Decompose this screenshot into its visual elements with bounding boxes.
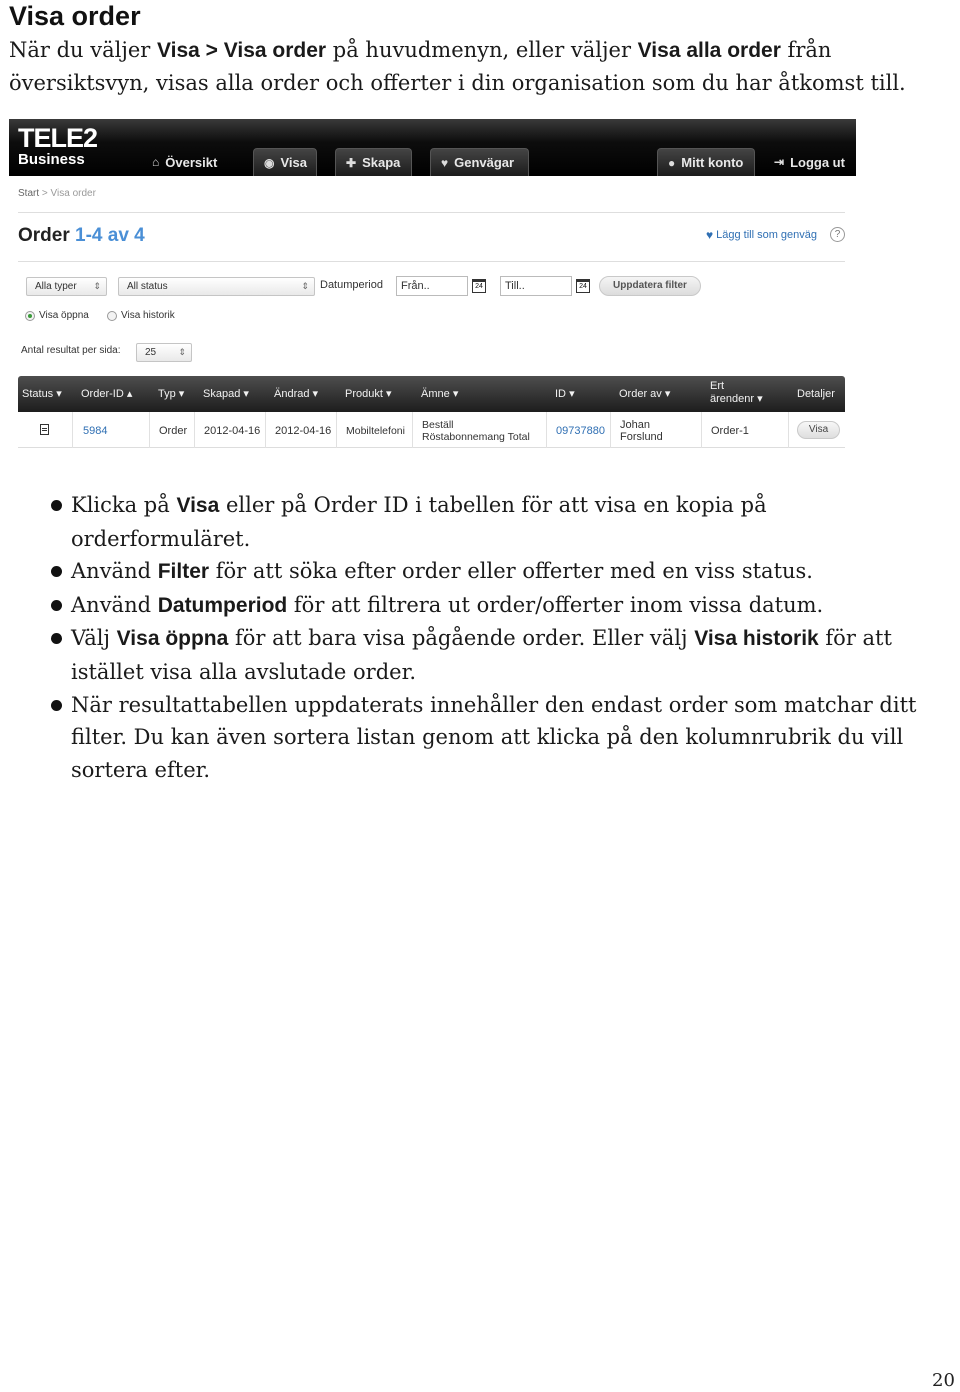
instruction-list bbox=[47, 489, 927, 786]
column-divider bbox=[412, 412, 413, 448]
list-text: Klicka på bbox=[71, 493, 177, 517]
table-header bbox=[18, 376, 845, 412]
sort-down-icon: ▾ bbox=[452, 388, 459, 400]
document-status-icon bbox=[40, 424, 49, 435]
cell-ert-arendenr: Order-1 bbox=[711, 425, 749, 437]
cell-order-av-line: Forslund bbox=[620, 431, 663, 443]
list-keyword: Filter bbox=[157, 560, 210, 584]
list-text: för att söka efter order eller offerter med en viss status. bbox=[209, 559, 813, 584]
list-text: för att filtrera ut order/offerter inom vissa datum. bbox=[287, 592, 824, 617]
divider bbox=[18, 261, 845, 262]
cell-skapad: 2012-04-16 bbox=[204, 425, 261, 437]
nav-logga-ut-label: Logga ut bbox=[790, 154, 845, 170]
column-divider bbox=[72, 412, 73, 448]
result-range: 1-4 av 4 bbox=[75, 225, 145, 246]
sort-down-icon: ▾ bbox=[243, 388, 249, 400]
heart-icon: ♥ bbox=[706, 228, 714, 242]
sort-down-icon: ▾ bbox=[385, 388, 392, 400]
list-item bbox=[47, 489, 927, 555]
radio-selected-icon bbox=[25, 311, 35, 321]
list-text: Använd bbox=[71, 592, 158, 617]
column-header-label: Produkt bbox=[345, 388, 383, 400]
list-item bbox=[47, 589, 927, 623]
list-text: eller på Order ID i tabellen för att visa en kopia på orderformuläret. bbox=[71, 493, 767, 551]
per-page-select-value: 25 bbox=[145, 347, 157, 358]
eye-icon: ◉ bbox=[264, 155, 275, 170]
column-header-typ[interactable] bbox=[158, 388, 184, 401]
cell-order-av-line: Johan bbox=[620, 419, 650, 431]
nav-logga-ut[interactable] bbox=[764, 148, 855, 176]
column-header-detaljer: Detaljer bbox=[797, 388, 835, 400]
column-divider bbox=[701, 412, 702, 448]
column-header-label: Skapad bbox=[203, 388, 241, 400]
heart-icon: ♥ bbox=[441, 155, 449, 170]
sort-down-icon: ▾ bbox=[312, 388, 319, 400]
column-header-label: ID bbox=[555, 388, 566, 400]
list-text: Välj bbox=[71, 626, 117, 651]
column-divider bbox=[610, 412, 611, 448]
column-divider bbox=[194, 412, 195, 448]
plus-icon: ✚ bbox=[346, 155, 357, 170]
breadcrumb-start[interactable]: Start bbox=[18, 188, 40, 199]
column-header-label: Ändrad bbox=[274, 388, 310, 400]
type-select[interactable] bbox=[26, 277, 107, 296]
intro-text: från översiktsvyn, visas alla order och offerter i din organisation som du har åtkomst till. bbox=[9, 38, 906, 95]
column-header-status[interactable] bbox=[22, 388, 62, 401]
sort-down-icon: ▾ bbox=[757, 393, 763, 405]
nav-visa[interactable] bbox=[253, 148, 317, 176]
date-period-label: Datumperiod bbox=[320, 279, 383, 291]
nav-genvagar-label: Genvägar bbox=[454, 155, 515, 170]
nav-oversikt-label: Översikt bbox=[165, 154, 218, 170]
radio-unselected-icon bbox=[107, 311, 117, 321]
type-select-value: Alla typer bbox=[35, 281, 77, 292]
cell-amne bbox=[422, 419, 530, 443]
column-header-skapad[interactable] bbox=[203, 388, 249, 401]
cell-order-av bbox=[620, 419, 663, 443]
cell-id[interactable]: 09737880 bbox=[556, 425, 605, 437]
date-from-input[interactable]: Från.. bbox=[396, 276, 468, 296]
help-icon[interactable]: ? bbox=[830, 227, 845, 242]
nav-mitt-konto[interactable] bbox=[657, 148, 755, 176]
list-item bbox=[47, 622, 927, 688]
divider bbox=[18, 212, 845, 213]
radio-show-open-label: Visa öppna bbox=[39, 310, 89, 321]
document-title: Visa order bbox=[9, 1, 141, 31]
list-text: När resultattabellen uppdaterats innehåller den endast order som matchar ditt filter. Du kan även sortera listan genom att klicka på den kolumnrubrik du vill sortera efter. bbox=[71, 692, 917, 782]
calendar-icon[interactable]: 24 bbox=[576, 279, 590, 293]
column-header-amne[interactable] bbox=[421, 388, 458, 401]
intro-text: När du väljer bbox=[9, 38, 158, 62]
add-shortcut-link[interactable] bbox=[706, 228, 817, 242]
breadcrumb-separator: > bbox=[41, 188, 48, 199]
column-header-label: ärendenr bbox=[710, 393, 755, 405]
nav-genvagar[interactable] bbox=[430, 148, 529, 176]
list-keyword: Visa historik bbox=[694, 627, 819, 651]
date-to-input[interactable]: Till.. bbox=[500, 276, 572, 296]
app-screenshot bbox=[9, 119, 856, 451]
nav-oversikt[interactable] bbox=[142, 148, 227, 176]
column-header-label: Order av bbox=[619, 388, 662, 400]
sort-down-icon: ▾ bbox=[569, 388, 575, 400]
intro-bold-visa-order: Visa > Visa order bbox=[157, 39, 327, 62]
radio-show-history[interactable] bbox=[107, 310, 175, 321]
logo-subtitle: Business bbox=[18, 151, 85, 168]
brand-logo[interactable] bbox=[18, 125, 97, 168]
nav-visa-label: Visa bbox=[280, 155, 307, 170]
column-header-label: Typ bbox=[158, 388, 176, 400]
list-text: för att istället visa alla avslutade order. bbox=[71, 626, 892, 684]
view-order-button[interactable]: Visa bbox=[797, 421, 840, 439]
cell-produkt: Mobiltelefoni bbox=[346, 425, 405, 437]
sort-up-icon: ▴ bbox=[126, 388, 133, 400]
add-shortcut-label: Lägg till som genväg bbox=[716, 229, 818, 241]
update-filter-button[interactable]: Uppdatera filter bbox=[599, 276, 701, 296]
column-header-label: Ämne bbox=[421, 388, 450, 400]
status-select-value: All status bbox=[127, 281, 168, 292]
nav-mitt-konto-label: Mitt konto bbox=[681, 155, 744, 170]
page-title-label: Order bbox=[18, 225, 70, 246]
column-header-produkt[interactable] bbox=[345, 388, 392, 401]
select-arrows-icon: ⇕ bbox=[301, 281, 309, 291]
column-header-label: Order-ID bbox=[81, 388, 124, 400]
column-header-andrad[interactable] bbox=[274, 388, 318, 401]
intro-paragraph bbox=[9, 34, 939, 99]
column-header-label: Status bbox=[22, 388, 54, 400]
per-page-label: Antal resultat per sida: bbox=[21, 345, 121, 356]
top-navigation-bar bbox=[9, 119, 856, 176]
cell-amne-line: Beställ bbox=[422, 419, 454, 431]
column-divider bbox=[788, 412, 789, 448]
column-divider bbox=[149, 412, 150, 448]
user-icon: ● bbox=[668, 155, 676, 170]
nav-skapa-label: Skapa bbox=[362, 155, 401, 170]
sort-down-icon: ▾ bbox=[664, 388, 671, 400]
select-arrows-icon: ⇕ bbox=[178, 347, 186, 357]
cell-order-id[interactable]: 5984 bbox=[83, 425, 108, 437]
logo-wordmark: TELE2 bbox=[18, 123, 98, 153]
breadcrumb-current: Visa order bbox=[50, 188, 96, 199]
column-header-ert-arendenr[interactable] bbox=[710, 380, 763, 406]
list-item bbox=[47, 555, 927, 589]
page-number: 20 bbox=[932, 1370, 955, 1391]
column-header-label: Ert bbox=[710, 380, 725, 392]
status-select[interactable] bbox=[118, 277, 315, 296]
list-keyword: Visa öppna bbox=[116, 627, 229, 651]
cell-amne-line: Röstabonnemang Total bbox=[422, 431, 530, 443]
logout-icon: ⇥ bbox=[774, 155, 785, 169]
list-keyword: Datumperiod bbox=[157, 593, 288, 617]
sort-down-icon: ▾ bbox=[178, 388, 185, 400]
list-text: för att bara visa pågående order. Eller välj bbox=[228, 626, 695, 651]
radio-show-history-label: Visa historik bbox=[121, 310, 175, 321]
radio-show-open[interactable] bbox=[25, 310, 89, 321]
column-header-order-id[interactable] bbox=[81, 388, 132, 401]
sort-down-icon: ▾ bbox=[56, 388, 62, 400]
column-header-order-av[interactable] bbox=[619, 388, 670, 401]
column-divider bbox=[336, 412, 337, 448]
column-divider bbox=[265, 412, 266, 448]
home-icon: ⌂ bbox=[152, 155, 160, 169]
list-item bbox=[47, 689, 927, 787]
cell-andrad: 2012-04-16 bbox=[275, 425, 332, 437]
list-keyword: Visa bbox=[176, 494, 220, 517]
page-title bbox=[18, 225, 145, 247]
intro-text: på huvudmenyn, eller väljer bbox=[326, 38, 638, 62]
calendar-icon[interactable]: 24 bbox=[472, 279, 486, 293]
list-text: Använd bbox=[71, 559, 158, 584]
column-header-id[interactable] bbox=[555, 388, 575, 401]
column-divider bbox=[546, 412, 547, 448]
cell-typ: Order bbox=[159, 425, 188, 437]
nav-skapa[interactable] bbox=[335, 148, 412, 176]
select-arrows-icon: ⇕ bbox=[93, 281, 101, 291]
breadcrumb bbox=[18, 188, 96, 199]
per-page-select[interactable] bbox=[136, 343, 192, 362]
intro-bold-visa-alla-order: Visa alla order bbox=[637, 39, 781, 62]
